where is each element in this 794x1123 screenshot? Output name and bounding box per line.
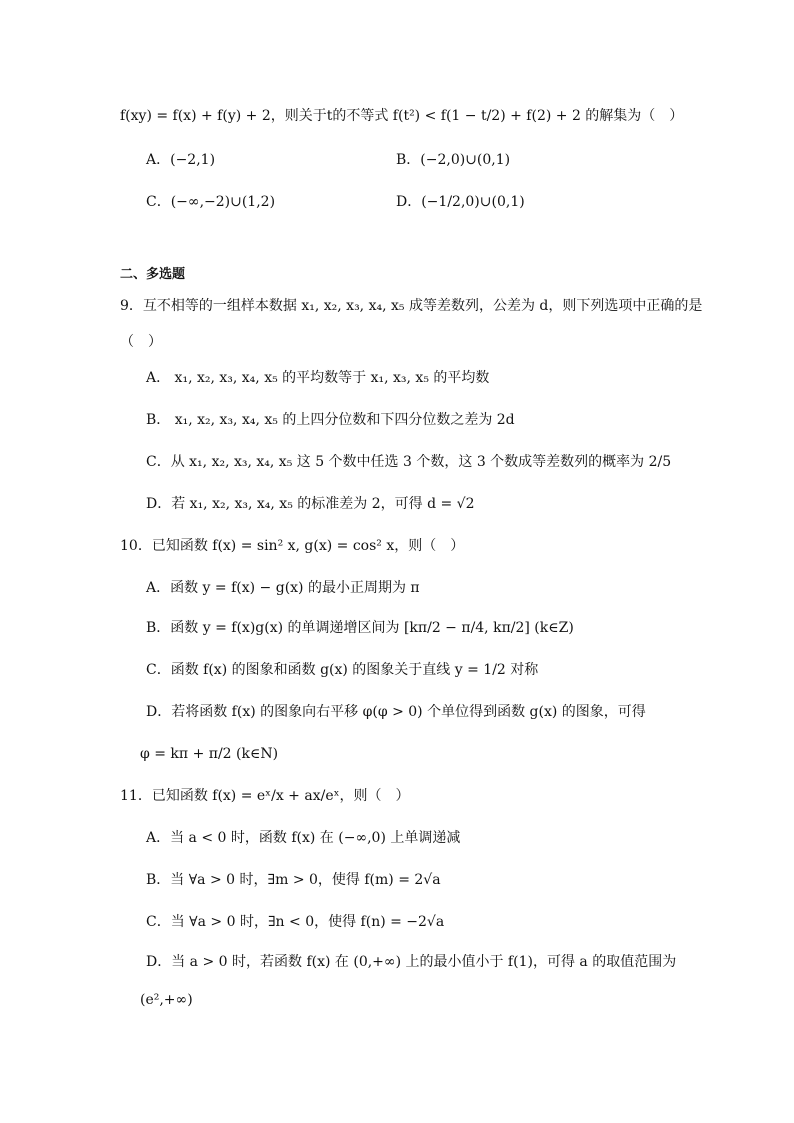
q11-stem: 11．已知函数 f(x) = eˣ/x + ax/eˣ，则（ ） bbox=[120, 788, 410, 804]
q10-stem: 10．已知函数 f(x) = sin² x, g(x) = cos² x，则（ ） bbox=[120, 538, 465, 554]
q8-stem: f(xy) = f(x) + f(y) + 2，则关于t的不等式 f(t²) < f(1 − t/2) + f(2) + 2 的解集为（ ） bbox=[120, 108, 684, 124]
q11-option-d-cont: (e²,+∞) bbox=[140, 992, 193, 1008]
q11-option-c: C．当 ∀a > 0 时，∃n < 0，使得 f(n) = −2√a bbox=[146, 914, 445, 930]
q8-option-c: C．(−∞,−2)∪(1,2) bbox=[146, 194, 276, 210]
q9-option-d: D．若 x₁, x₂, x₃, x₄, x₅ 的标准差为 2，可得 d = √2 bbox=[146, 496, 475, 512]
q11-option-b: B．当 ∀a > 0 时，∃m > 0，使得 f(m) = 2√a bbox=[146, 872, 441, 888]
q9-option-b: B． x₁, x₂, x₃, x₄, x₅ 的上四分位数和下四分位数之差为 2d bbox=[146, 412, 515, 428]
q9-option-a: A． x₁, x₂, x₃, x₄, x₅ 的平均数等于 x₁, x₃, x₅ 的平均数 bbox=[146, 370, 490, 386]
q10-option-c: C．函数 f(x) 的图象和函数 g(x) 的图象关于直线 y = 1/2 对称 bbox=[146, 662, 539, 678]
q10-option-b: B．函数 y = f(x)g(x) 的单调递增区间为 [kπ/2 − π/4, kπ/2] (k∈Z) bbox=[146, 620, 574, 636]
q8-option-d: D．(−1/2,0)∪(0,1) bbox=[396, 194, 525, 210]
q10-option-d: D．若将函数 f(x) 的图象向右平移 φ(φ > 0) 个单位得到函数 g(x) 的图象，可得 bbox=[146, 704, 646, 720]
q9-stem: 9．互不相等的一组样本数据 x₁, x₂, x₃, x₄, x₅ 成等差数列，公差为 d，则下列选项中正确的是 bbox=[120, 298, 703, 314]
q10-option-d-cont: φ = kπ + π/2 (k∈N) bbox=[140, 746, 279, 762]
q11-option-d: D．当 a > 0 时，若函数 f(x) 在 (0,+∞) 上的最小值小于 f(1)，可得 a 的取值范围为 bbox=[146, 954, 677, 970]
q9-stem-cont: （ ） bbox=[120, 334, 162, 350]
q9-option-c: C．从 x₁, x₂, x₃, x₄, x₅ 这 5 个数中任选 3 个数，这 3 个数成等差数列的概率为 2/5 bbox=[146, 454, 672, 470]
section-title: 二、多选题 bbox=[120, 267, 186, 282]
q8-option-b: B．(−2,0)∪(0,1) bbox=[396, 152, 511, 168]
q8-option-a: A．(−2,1) bbox=[146, 152, 216, 168]
q11-option-a: A．当 a < 0 时，函数 f(x) 在 (−∞,0) 上单调递减 bbox=[146, 830, 461, 846]
q10-option-a: A．函数 y = f(x) − g(x) 的最小正周期为 π bbox=[146, 580, 420, 596]
